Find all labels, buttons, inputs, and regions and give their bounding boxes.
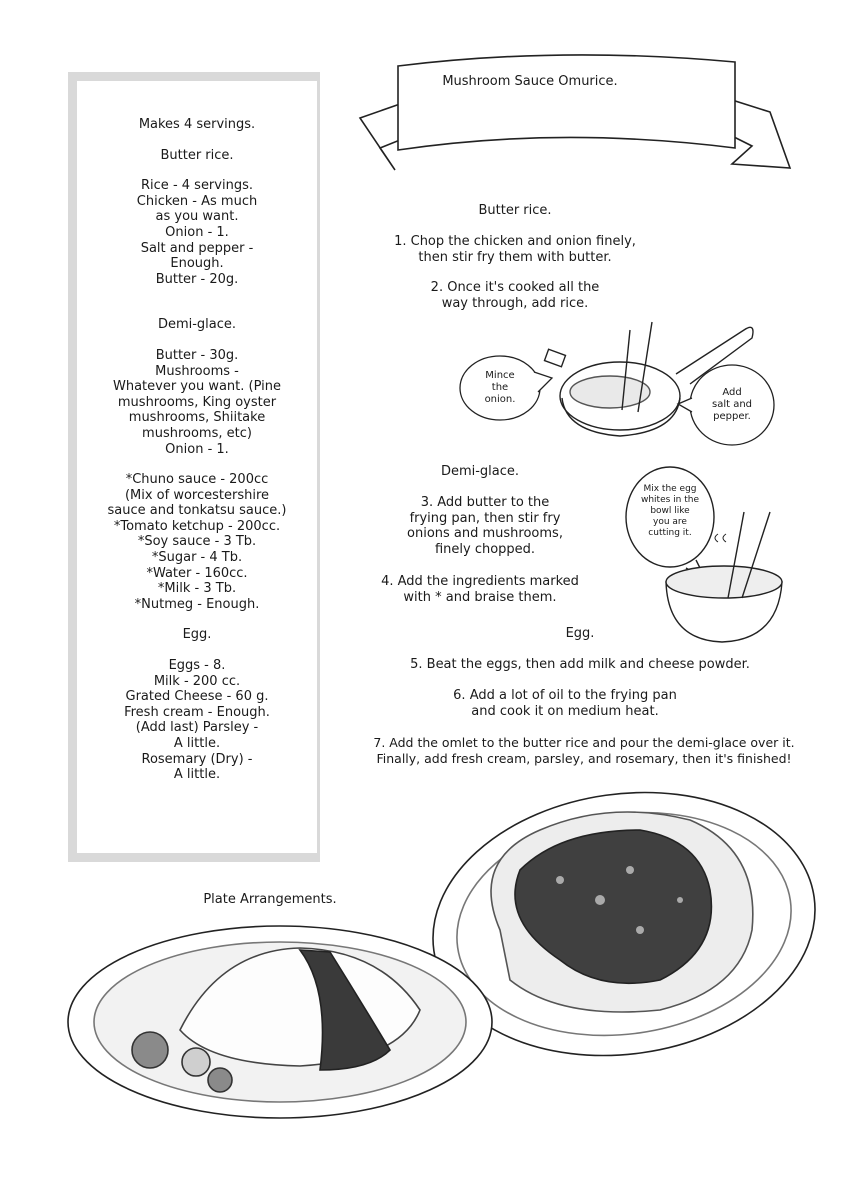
step-3-line: frying pan, then stir fry bbox=[409, 510, 561, 526]
step-3-line: finely chopped. bbox=[434, 541, 536, 557]
ingredient-line: Salt and pepper - bbox=[140, 240, 254, 256]
bubble-egg-line: whites in the bbox=[640, 495, 700, 505]
bubble-egg-line: Mix the egg bbox=[643, 484, 697, 494]
ingredient-line: Eggs - 8. bbox=[168, 658, 226, 674]
egg-ingredients-heading: Egg. bbox=[182, 627, 212, 643]
ingredient-line: as you want. bbox=[155, 209, 239, 225]
ingredient-line: Whatever you want. (Pine bbox=[112, 379, 282, 395]
bubble-mince-line: the bbox=[491, 382, 509, 393]
ingredient-line: Butter - 30g. bbox=[155, 347, 239, 363]
ingredients-list bbox=[77, 117, 317, 783]
ingredient-line: Grated Cheese - 60 g. bbox=[125, 689, 269, 705]
bubble-salt-line: salt and bbox=[711, 399, 753, 410]
ingredient-line: Rosemary (Dry) - bbox=[141, 751, 253, 767]
step-3-line: onions and mushrooms, bbox=[407, 526, 563, 542]
ingredient-line: Rice - 4 servings. bbox=[141, 178, 253, 194]
ingredients-panel bbox=[68, 72, 320, 862]
demi-glace-ingredients-heading: Demi-glace. bbox=[157, 317, 237, 333]
title-ribbon bbox=[360, 55, 790, 170]
ingredient-line: Onion - 1. bbox=[165, 224, 229, 240]
bubble-mince-line: onion. bbox=[484, 394, 516, 405]
ingredient-line: Milk - 200 cc. bbox=[153, 673, 241, 689]
recipe-title: Mushroom Sauce Omurice. bbox=[442, 74, 618, 89]
step-5: 5. Beat the eggs, then add milk and cheese powder. bbox=[410, 657, 750, 672]
step-7-line: Finally, add fresh cream, parsley, and rosemary, then it's finished! bbox=[376, 750, 792, 766]
ingredient-line: A little. bbox=[173, 767, 221, 783]
demi-glace-steps-heading: Demi-glace. bbox=[440, 464, 520, 479]
ingredient-line: (Add last) Parsley - bbox=[135, 720, 259, 736]
ingredient-line: Fresh cream - Enough. bbox=[124, 704, 270, 720]
bubble-mince-line: Mince bbox=[485, 370, 515, 381]
step-2-line: way through, add rice. bbox=[441, 295, 589, 311]
ingredient-line: Onion - 1. bbox=[165, 441, 229, 457]
bubble-salt-pepper bbox=[700, 387, 764, 423]
sauce-line: sauce and tonkatsu sauce.) bbox=[107, 503, 287, 519]
butter-rice-ingredients-heading: Butter rice. bbox=[160, 147, 234, 163]
servings-text: Makes 4 servings. bbox=[138, 117, 256, 132]
step-6 bbox=[430, 688, 700, 719]
bubble-salt-line: pepper. bbox=[713, 411, 751, 422]
sauce-line: *Water - 160cc. bbox=[146, 565, 248, 581]
ingredient-line: mushrooms, Shiitake bbox=[128, 410, 266, 426]
bubble-mince bbox=[470, 370, 530, 406]
sauce-line: *Nutmeg - Enough. bbox=[134, 596, 260, 612]
ingredient-line: A little. bbox=[173, 736, 221, 751]
step-6-line: and cook it on medium heat. bbox=[471, 703, 659, 719]
step-4-line: 4. Add the ingredients marked bbox=[381, 574, 579, 589]
egg-steps-heading: Egg. bbox=[565, 626, 595, 641]
sauce-line: *Milk - 3 Tb. bbox=[157, 581, 237, 597]
step-2 bbox=[400, 280, 630, 311]
bubble-salt-line: Add bbox=[722, 387, 742, 398]
bubble-egg-line: bowl like bbox=[650, 506, 690, 516]
ingredient-line: Enough. bbox=[170, 256, 224, 272]
step-1-line: then stir fry them with butter. bbox=[418, 249, 612, 265]
sauce-line: *Sugar - 4 Tb. bbox=[151, 550, 243, 566]
sauce-line: *Chuno sauce - 200cc bbox=[125, 472, 269, 488]
bubble-egg-line: cutting it. bbox=[648, 528, 692, 538]
bubble-egg-line: you are bbox=[653, 517, 687, 527]
bubble-egg-whites bbox=[630, 484, 710, 539]
ingredient-line: Chicken - As much bbox=[136, 193, 258, 209]
step-7 bbox=[332, 735, 836, 766]
ingredient-line: Butter - 20g. bbox=[155, 271, 239, 287]
ingredient-line: mushrooms, etc) bbox=[142, 425, 252, 441]
sauce-line: (Mix of worcestershire bbox=[124, 487, 270, 503]
sauce-line: *Tomato ketchup - 200cc. bbox=[113, 518, 281, 534]
plate-arrangements-heading: Plate Arrangements. bbox=[203, 892, 337, 907]
step-4 bbox=[360, 574, 600, 605]
ingredient-line: mushrooms, King oyster bbox=[117, 394, 277, 410]
step-2-line: 2. Once it's cooked all the bbox=[430, 280, 600, 295]
step-7-line: 7. Add the omlet to the butter rice and pour the demi-glace over it. bbox=[373, 735, 795, 750]
step-6-line: 6. Add a lot of oil to the frying pan bbox=[453, 688, 677, 703]
step-3 bbox=[380, 495, 590, 557]
sauce-line: *Soy sauce - 3 Tb. bbox=[137, 534, 257, 550]
ingredient-line: Mushrooms - bbox=[155, 363, 239, 379]
step-3-line: 3. Add butter to the bbox=[420, 495, 550, 510]
step-1-line: 1. Chop the chicken and onion finely, bbox=[394, 234, 636, 249]
step-4-line: with * and braise them. bbox=[403, 589, 557, 605]
omurice-plate-small bbox=[68, 926, 492, 1118]
step-1 bbox=[360, 234, 670, 265]
butter-rice-steps-heading: Butter rice. bbox=[478, 203, 552, 218]
